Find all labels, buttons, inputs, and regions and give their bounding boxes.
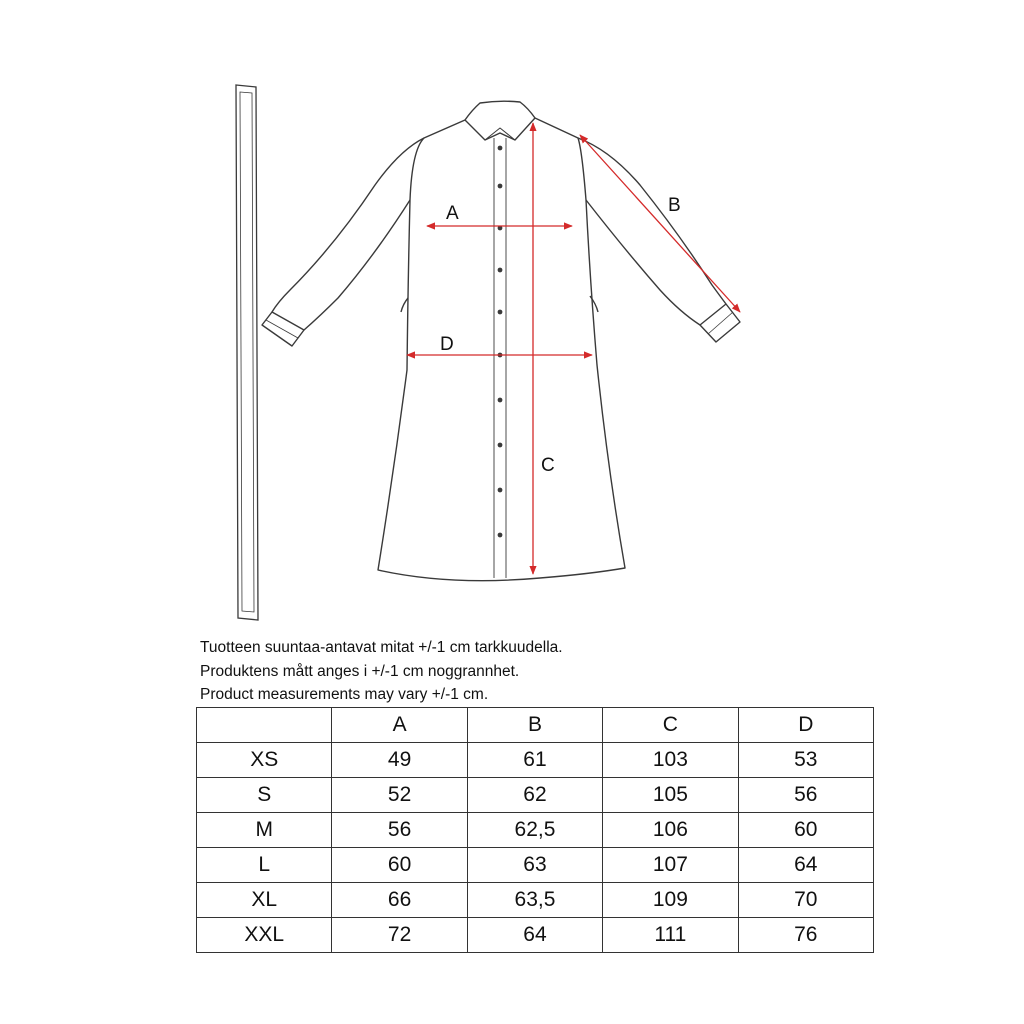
- table-row: [197, 778, 874, 813]
- table-cell: 62: [467, 778, 602, 813]
- table-cell: 103: [603, 743, 738, 778]
- table-cell: 60: [332, 848, 467, 883]
- table-cell: 64: [738, 848, 873, 883]
- header-cell: B: [467, 708, 602, 743]
- table-cell: 106: [603, 813, 738, 848]
- header-cell: C: [603, 708, 738, 743]
- label-a: A: [446, 203, 459, 224]
- table-row: [197, 918, 874, 953]
- measurement-lines: [407, 123, 740, 574]
- belt-strip: [236, 85, 258, 620]
- measurement-notes: [200, 636, 900, 707]
- table-cell: 63: [467, 848, 602, 883]
- table-header-row: [197, 708, 874, 743]
- label-c: C: [541, 455, 555, 476]
- table-cell: 61: [467, 743, 602, 778]
- table-cell: 56: [332, 813, 467, 848]
- header-cell: A: [332, 708, 467, 743]
- table-row: [197, 813, 874, 848]
- table-cell: 53: [738, 743, 873, 778]
- size-cell: XXL: [197, 918, 332, 953]
- table-cell: 66: [332, 883, 467, 918]
- header-cell: D: [738, 708, 873, 743]
- button-column: [498, 146, 503, 538]
- table-cell: 107: [603, 848, 738, 883]
- label-d: D: [440, 334, 454, 355]
- size-table: [196, 707, 874, 953]
- table-cell: 63,5: [467, 883, 602, 918]
- table-cell: 60: [738, 813, 873, 848]
- table-cell: 62,5: [467, 813, 602, 848]
- note-swedish: Produktens mått anges i +/-1 cm noggrannhet.: [200, 662, 520, 680]
- table-cell: 109: [603, 883, 738, 918]
- table-cell: 105: [603, 778, 738, 813]
- size-cell: XS: [197, 743, 332, 778]
- size-cell: L: [197, 848, 332, 883]
- table-cell: 52: [332, 778, 467, 813]
- size-cell: XL: [197, 883, 332, 918]
- table-row: [197, 848, 874, 883]
- table-cell: 70: [738, 883, 873, 918]
- size-cell: M: [197, 813, 332, 848]
- table-cell: 64: [467, 918, 602, 953]
- table-row: [197, 743, 874, 778]
- table-cell: 76: [738, 918, 873, 953]
- table-row: [197, 883, 874, 918]
- note-english: Product measurements may vary +/-1 cm.: [200, 686, 489, 703]
- table-cell: 56: [738, 778, 873, 813]
- note-finnish: Tuotteen suuntaa-antavat mitat +/-1 cm tarkkuudella.: [200, 639, 563, 656]
- dress-outline: [262, 101, 740, 580]
- table-cell: 49: [332, 743, 467, 778]
- size-cell: S: [197, 778, 332, 813]
- label-b: B: [668, 195, 681, 216]
- header-cell: [197, 708, 332, 743]
- table-cell: 72: [332, 918, 467, 953]
- table-cell: 111: [603, 918, 738, 953]
